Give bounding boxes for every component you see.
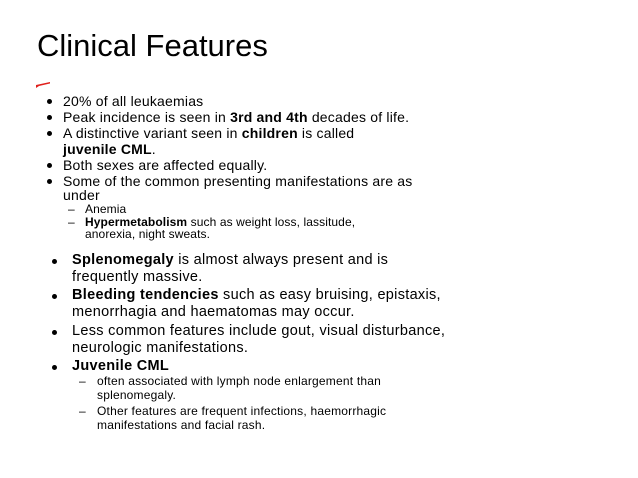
text-run: decades of life.: [307, 109, 410, 125]
g2-item-4: [72, 359, 169, 374]
text-run: Both sexes are affected equally.: [63, 157, 268, 173]
bullet-marker: [52, 330, 57, 335]
g1-item-3-cont: [63, 142, 156, 156]
g1-item-3: [63, 126, 354, 140]
text-run: manifestations and facial rash.: [97, 418, 266, 432]
bullet-marker: [47, 115, 52, 120]
bold-text-run: juvenile CML: [63, 141, 152, 157]
g2-item-2: [72, 288, 441, 303]
g1-item-2: [63, 110, 409, 124]
text-run: Some of the common presenting manifestations are as: [63, 173, 413, 189]
bold-text-run: children: [241, 125, 298, 141]
g2-subitem-2-cont: [97, 419, 265, 431]
text-run: A distinctive variant seen in: [63, 125, 242, 141]
bold-text-run: Juvenile CML: [72, 358, 170, 374]
text-run: 20% of all leukaemias: [63, 93, 204, 109]
g2-item-2-cont: [72, 305, 355, 320]
g1-item-5-cont: [63, 188, 100, 202]
text-run: menorrhagia and haematomas may occur.: [72, 304, 355, 320]
bullet-marker: [47, 131, 52, 136]
text-run: Anemia: [85, 202, 127, 216]
slide-title: Clinical Features: [37, 28, 268, 63]
dash-marker: –: [68, 215, 75, 229]
bold-text-run: Hypermetabolism: [85, 215, 188, 229]
text-run: is called: [297, 125, 355, 141]
g2-item-3-cont: [72, 341, 248, 356]
g2-item-1: [72, 253, 388, 268]
text-run: such as easy bruising, epistaxis,: [218, 287, 441, 303]
text-run: often associated with lymph node enlargement than: [97, 374, 381, 388]
bullet-marker: [47, 179, 52, 184]
bold-text-run: 3rd and 4th: [230, 109, 308, 125]
g2-subitem-1: [97, 375, 381, 387]
g1-subitem-1: [85, 203, 126, 215]
g1-item-5: [63, 174, 413, 188]
bullet-marker: [47, 99, 52, 104]
text-run: anorexia, night sweats.: [85, 227, 211, 241]
g1-item-4: [63, 158, 267, 172]
dash-marker: –: [79, 374, 86, 388]
g1-subitem-2-cont: [85, 228, 210, 240]
text-run: Other features are frequent infections, haemorrhagic: [97, 404, 387, 418]
bold-text-run: Splenomegaly: [72, 252, 174, 268]
text-run: under: [63, 187, 100, 203]
g2-subitem-2: [97, 405, 386, 417]
text-run: Peak incidence is seen in: [63, 109, 231, 125]
bullet-marker: [52, 259, 57, 264]
text-run: is almost always present and is: [173, 252, 389, 268]
bullet-marker: [47, 163, 52, 168]
g1-item-1: [63, 94, 203, 108]
bullet-marker: [52, 365, 57, 370]
dash-marker: –: [79, 404, 86, 418]
text-run: neurologic manifestations.: [72, 340, 249, 356]
g2-item-3: [72, 324, 445, 339]
g2-subitem-1-cont: [97, 389, 176, 401]
dash-marker: –: [68, 202, 75, 216]
bold-text-run: Bleeding tendencies: [72, 287, 219, 303]
bullet-marker: [52, 294, 57, 299]
text-run: Less common features include gout, visual disturbance,: [72, 323, 446, 339]
text-run: such as weight loss, lassitude,: [187, 215, 356, 229]
g2-item-1-cont: [72, 270, 203, 285]
text-run: .: [151, 141, 156, 157]
text-run: frequently massive.: [72, 269, 203, 285]
text-run: splenomegaly.: [97, 388, 177, 402]
